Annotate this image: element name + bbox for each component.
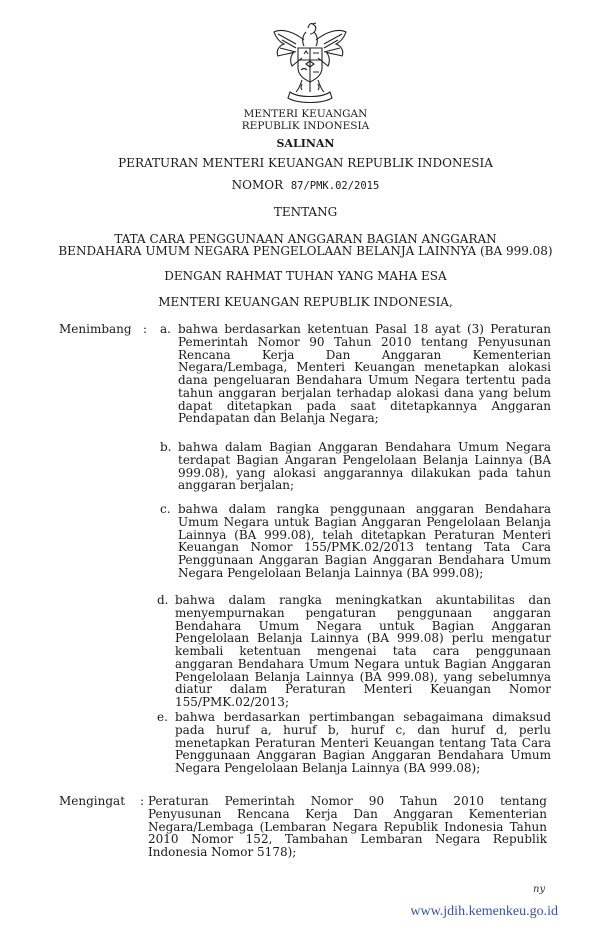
mengingat-label: Mengingat (59, 794, 126, 808)
ministry-line-2: REPUBLIK INDONESIA (241, 120, 370, 132)
issuer-line: MENTERI KEUANGAN REPUBLIK INDONESIA, (158, 295, 453, 309)
salinan-stamp: SALINAN (276, 137, 335, 150)
menimbang-item-d: bahwa dalam rangka meningkatkan akuntabilitas dan menyempurnakan pengaturan penggunaan anggaran Bendahara Umum Negara untuk Bagian Anggaran Pengelolaan Belanja Lainnya (BA 999.08) perlu mengatur kembali ketentuan mengenai tata cara penggunaan anggaran Bendahara Umum Negara untuk Bagian Anggaran Pengelolaan Belanja Lainnya (BA 999.08), yang sebelumnya diatur dalam Peraturan Menteri Keuangan Nomor 155/PMK.02/2013; (175, 593, 551, 709)
initials-mark: ny (533, 884, 546, 895)
menimbang-item-c: bahwa dalam rangka penggunaan anggaran Bendahara Umum Negara untuk Bagian Anggaran Pengelolaan Belanja Lainnya (BA 999.08), telah ditetapkan Peraturan Menteri Keuangan Nomor 155/PMK.02/2013 tentang Tata Cara Penggunaan Anggaran Bagian Anggaran Bendahara Umum Negara Pengelolaan Belanja Lainnya (BA 999.08); (178, 502, 551, 580)
menimbang-colon: : (143, 322, 148, 336)
subject-line-2: BENDAHARA UMUM NEGARA PENGELOLAAN BELANJA LAINNYA (BA 999.08) (58, 244, 553, 258)
nomor-label: NOMOR (231, 178, 284, 192)
mengingat-colon: : (140, 794, 145, 808)
mengingat-text: Peraturan Pemerintah Nomor 90 Tahun 2010 tentang Penyusunan Rencana Kerja Dan Anggaran Kementerian Negara/Lembaga (Lembaran Negara Republik Indonesia Tahun 2010 Nomor 152, Tambahan Lembaran Negara Republik Indonesia Nomor 5178); (148, 794, 547, 859)
item-letter-a: a. (160, 322, 171, 336)
item-letter-b: b. (160, 440, 172, 454)
ministry-line-1: MENTERI KEUANGAN (243, 108, 368, 120)
menimbang-label: Menimbang (59, 322, 132, 336)
garuda-emblem-icon (268, 18, 352, 104)
footer-url-link[interactable]: www.jdih.kemenkeu.go.id (410, 904, 558, 919)
item-letter-c: c. (160, 502, 171, 516)
item-letter-e: e. (157, 710, 168, 724)
blessing-line: DENGAN RAHMAT TUHAN YANG MAHA ESA (164, 269, 447, 283)
menimbang-item-a: bahwa berdasarkan ketentuan Pasal 18 ayat (3) Peraturan Pemerintah Nomor 90 Tahun 2010 tentang Penyusunan Rencana Kerja Dan Anggaran Kementerian Negara/Lembaga, Menteri Keuangan menetapkan alokasi dana pengeluaran Bendahara Umum Negara tertentu pada tahun anggaran berjalan terhadap alokasi dana yang belum dapat ditetapkan pada saat ditetapkannya Anggaran Pendapatan dan Belanja Negara; (178, 322, 551, 426)
menimbang-item-e: bahwa berdasarkan pertimbangan sebagaimana dimaksud pada huruf a, huruf b, huruf c, dan huruf d, perlu menetapkan Peraturan Menteri Keuangan tentang Tata Cara Penggunaan Anggaran Bagian Anggaran Bendahara Umum Negara Pengelolaan Belanja Lainnya (BA 999.08); (175, 710, 551, 775)
nomor-value: 87/PMK.02/2015 (290, 180, 380, 192)
regulation-title: PERATURAN MENTERI KEUANGAN REPUBLIK INDONESIA (118, 156, 493, 170)
regulation-number (0, 179, 611, 193)
menimbang-item-b: bahwa dalam Bagian Anggaran Bendahara Umum Negara terdapat Bagian Angaran Pengelolaan Belanja Lainnya (BA 999.08), yang alokasi anggarannya dilakukan pada tahun anggaran berjalan; (178, 440, 551, 493)
tentang-label: TENTANG (273, 205, 338, 219)
subject-line-1: TATA CARA PENGGUNAAN ANGGARAN BAGIAN ANGGARAN (114, 232, 497, 246)
item-letter-d: d. (157, 593, 169, 607)
